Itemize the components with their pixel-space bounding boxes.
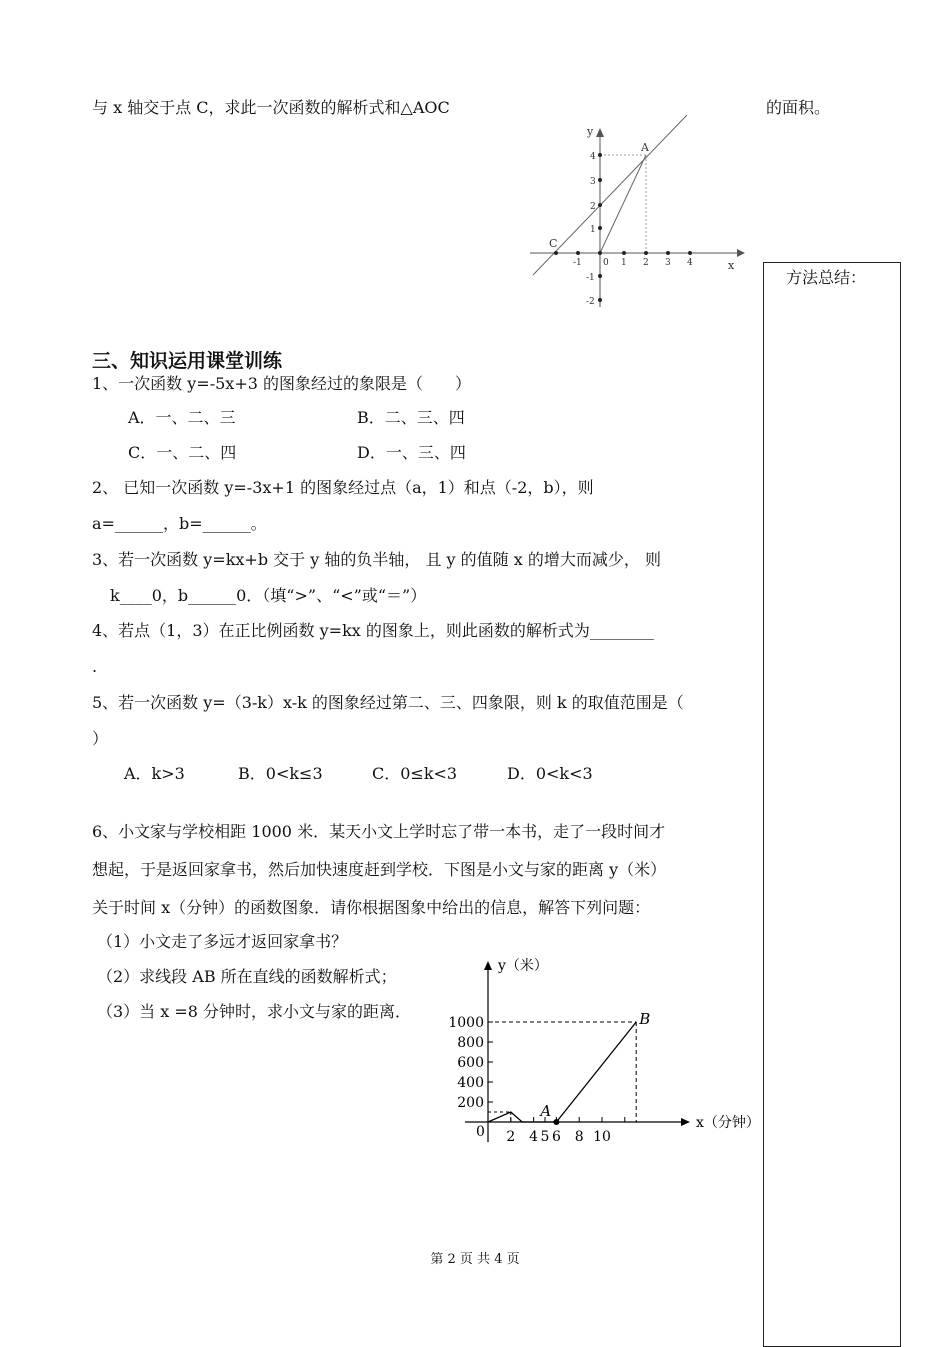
section-title: 三、知识运用课堂训练: [92, 350, 283, 372]
y-axis-label: y（米）: [498, 958, 548, 974]
point-a-label: A: [540, 1102, 552, 1120]
q1-option-a: A．一、二、三: [128, 408, 236, 427]
graph1-point-c: C: [549, 237, 558, 250]
graph1-x-tick: 4: [687, 258, 693, 268]
y-tick-label: 1000: [448, 1015, 484, 1031]
y-tick-label: 800: [457, 1035, 484, 1051]
q5-line1: 5、若一次函数 y=（3-k）x-k 的图象经过第二、三、四象限，则 k 的取值范围是（: [92, 693, 684, 712]
x-tick-label: 10: [593, 1129, 611, 1145]
coordinate-graph-aoc: [525, 115, 755, 315]
x-axis-arrow: [681, 1118, 690, 1126]
q5-option-b: B．0<k≤3: [238, 764, 323, 783]
y-tick-label: 200: [457, 1095, 484, 1111]
q5-line2: ）: [92, 729, 109, 748]
graph1-point-a: A: [641, 141, 649, 154]
q4-line2: .: [92, 657, 98, 676]
q4-line1: 4、若点（1，3）在正比例函数 y=kx 的图象上，则此函数的解析式为________: [92, 621, 654, 640]
q5-option-d: D．0<k<3: [507, 764, 593, 783]
graph1-origin-label: 0: [603, 258, 609, 268]
x-tick-label: 2: [506, 1129, 516, 1145]
x-axis-label: x（分钟）: [696, 1115, 760, 1131]
graph1-x-tick: 3: [665, 258, 671, 268]
q6-sub3: （3）当 x =8 分钟时，求小文与家的距离．: [97, 1002, 412, 1021]
origin-label: 0: [476, 1124, 485, 1140]
graph1-y-label: y: [587, 125, 594, 138]
point-a-marker: [553, 1119, 559, 1125]
graph1-x-tick: 1: [621, 258, 627, 268]
graph1-y-tick: 2: [590, 202, 596, 212]
graph1-y-tick: 3: [590, 177, 596, 187]
x-tick-label: 6: [551, 1129, 561, 1145]
graph1-y-tick: 4: [590, 152, 596, 162]
q6-line2: 想起，于是返回家拿书，然后加快速度赶到学校．下图是小文与家的距离 y（米）: [92, 860, 667, 879]
y-tick-label: 600: [457, 1055, 484, 1071]
q1-option-c: C．一、二、四: [128, 443, 237, 462]
graph1-x-tick: -1: [573, 258, 582, 268]
intro-line-right: 的面积。: [766, 98, 831, 117]
distance-time-chart: [445, 950, 765, 1150]
distance-series-line: [488, 1022, 636, 1122]
graph1-y-tick: -1: [586, 273, 595, 283]
y-tick-label: 400: [457, 1075, 484, 1091]
method-summary-title: 方法总结：: [786, 268, 867, 287]
q1-stem: 1、一次函数 y=-5x+3 的图象经过的象限是（ ）: [92, 374, 471, 393]
x-tick-label: 5: [540, 1129, 550, 1145]
x-tick-label: 4: [529, 1129, 539, 1145]
q3-line2: k____0，b______0．（填“>”、“<”或“＝”）: [110, 586, 427, 605]
q5-option-a: A．k>3: [124, 764, 185, 783]
page-footer: 第 2 页 共 4 页: [430, 1252, 520, 1267]
q1-option-b: B．二、三、四: [357, 408, 465, 427]
q6-line3: 关于时间 x（分钟）的函数图象．请你根据图象中给出的信息，解答下列问题：: [92, 898, 651, 917]
q6-sub1: （1）小文走了多远才返回家拿书？: [97, 932, 348, 951]
graph1-y-tick: -2: [586, 297, 595, 307]
q1-option-d: D．一、三、四: [357, 443, 466, 462]
point-b-label: B: [639, 1010, 651, 1028]
q2-line2: a=______，b=______。: [92, 514, 267, 533]
method-summary-box: [763, 262, 901, 1347]
graph1-x-tick: 2: [643, 258, 649, 268]
x-tick-label: 8: [574, 1129, 584, 1145]
q6-line1: 6、小文家与学校相距 1000 米．某天小文上学时忘了带一本书，走了一段时间才: [92, 822, 666, 841]
q3-line1: 3、若一次函数 y=kx+b 交于 y 轴的负半轴， 且 y 的值随 x 的增大而减少， 则: [92, 550, 661, 569]
q2-line1: 2、 已知一次函数 y=-3x+1 的图象经过点（a，1）和点（-2，b），则: [92, 478, 594, 497]
y-axis-arrow: [484, 961, 492, 970]
q5-option-c: C．0≤k<3: [372, 764, 458, 783]
intro-line-left: 与 x 轴交于点 C，求此一次函数的解析式和△AOC: [92, 98, 450, 117]
graph1-x-label: x: [728, 259, 735, 272]
graph1-y-tick: 1: [590, 225, 596, 235]
q6-sub2: （2）求线段 AB 所在直线的函数解析式；: [97, 967, 397, 986]
